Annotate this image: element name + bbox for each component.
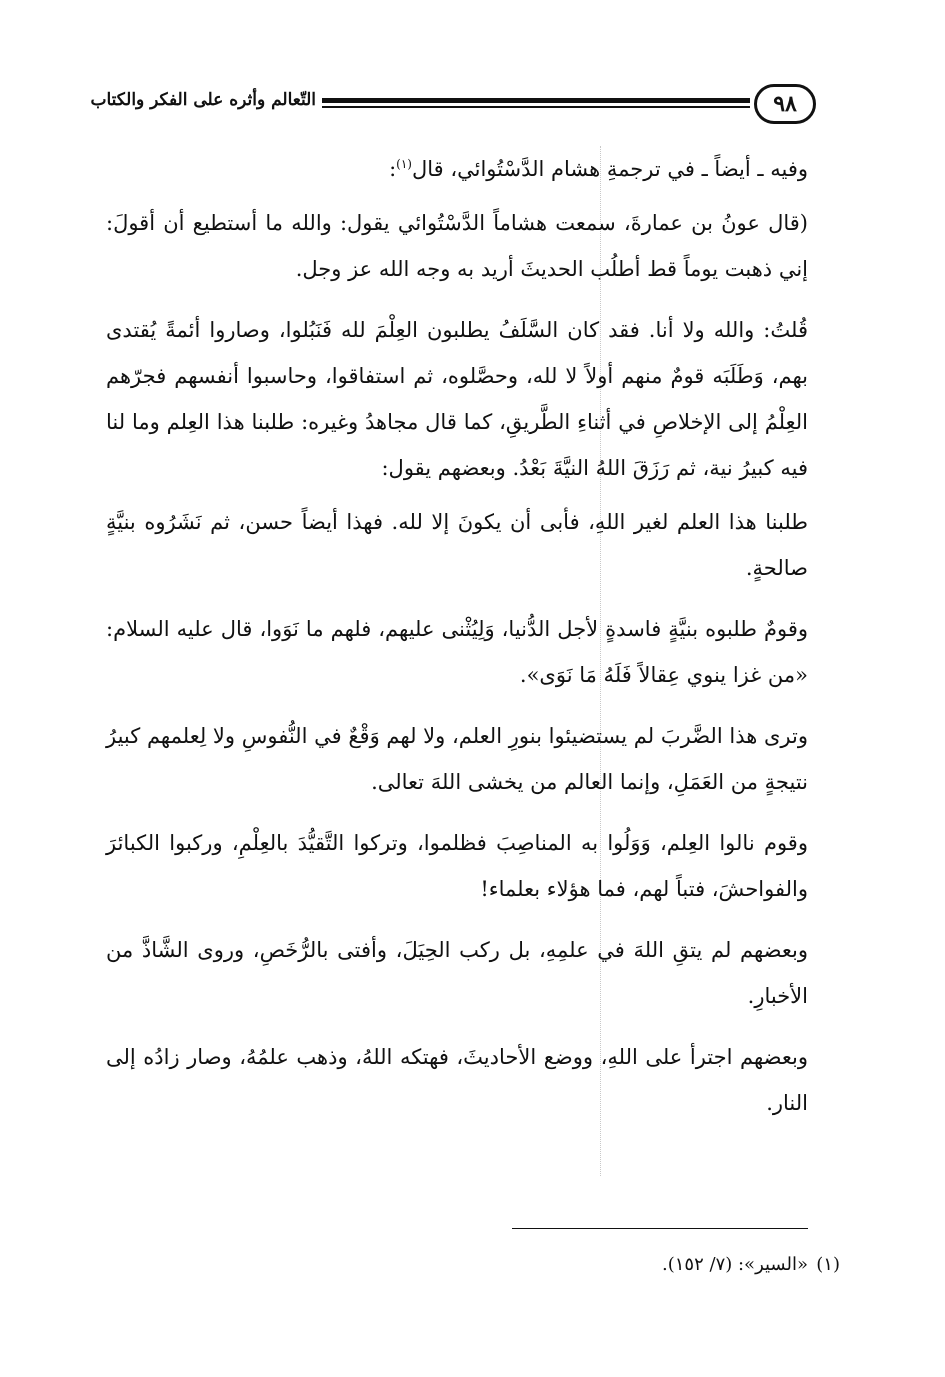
header-rule-thin <box>322 106 750 108</box>
running-title: التّعالم وأثره على الفكر والكتاب <box>90 90 316 110</box>
paragraph-6: وترى هذا الضَّربَ لم يستضيئوا بنورِ العلم، ولا لهم وَقْعٌ في النُّفوسِ ولا لِعلمهم كبيرُ نتيجةٍ من العَمَلِ، وإنما العالم من يخشى اللهَ تعالى. <box>106 724 808 794</box>
paragraph-2: (قال عونُ بن عمارةَ، سمعت هشاماً الدَّسْتُوائي يقول: والله ما أستطيع أن أقولَ: إني ذهبت يوماً قط أطلُب الحديثَ أريد به وجه الله عز وجل. <box>106 211 808 281</box>
paragraph-1-end: : <box>389 157 397 181</box>
paragraph-5: وقومٌ طلبوه بنيَّةٍ فاسدةٍ لأجل الدُّنيا، وَلِيُثْنى عليهم، فلهم ما نَوَوا، قال عليه السلام: «من غزا ينوي عِقالاً فَلَهُ مَا نَوَى». <box>106 617 808 687</box>
header-rule-thick <box>322 98 750 103</box>
paragraph-9: وبعضهم اجترأ على اللهِ، ووضع الأحاديثَ، فهتكه اللهُ، وذهب علمُهُ، وصار زادُه إلى النار. <box>106 1045 808 1115</box>
paragraph-8: وبعضهم لم يتقِ اللهَ في علمِهِ، بل ركب الحِيَلَ، وأفتى بالرُّخَصِ، وروى الشَّاذَّ من الأخبارِ. <box>106 938 808 1008</box>
paragraph-1-text: وفيه ـ أيضاً ـ في ترجمةِ هشام الدَّسْتُوائي، قال <box>411 157 808 181</box>
paragraph-7: وقوم نالوا العِلم، وَوَلُوا به المناصِبَ فظلموا، وتركوا التَّقيُّدَ بالعِلْمِ، وركبوا الكبائرَ والفواحشَ، فتباً لهم، فما هؤلاء بعلماء! <box>106 831 808 901</box>
paragraph-4: طلبنا هذا العلم لغير اللهِ، فأبى أن يكونَ إلا لله. فهذا أيضاً حسن، ثم نَشَرُوه بنيَّةٍ صالحةٍ. <box>106 510 808 580</box>
paragraph-3: قُلتُ: والله ولا أنا. فقد كان السَّلَفُ يطلبون العِلْمَ لله فَنَبُلوا، وصاروا أئمةً يُقتدى بهم، وَطَلَبَه قومٌ منهم أولاً لا لله، وحصَّلوه، ثم استفاقوا، وحاسبوا أنفسهم فجرّهم العِلْمُ إلى الإخلاصِ في أثناءِ الطَّريقِ، كما قال مجاهدُ وغيره: طلبنا هذا العِلم وما لنا فيه كبيرُ نية، ثم رَزَقَ اللهُ النيَّةَ بَعْدُ. وبعضهم يقول: <box>106 318 808 480</box>
paragraph-1 <box>106 146 808 192</box>
footnote-marker: (١) <box>816 1254 840 1275</box>
footnote-rule <box>512 1228 808 1229</box>
footnote <box>308 1250 840 1280</box>
footnote-text: «السير»: (٧/ ١٥٢). <box>662 1254 808 1275</box>
body-text <box>106 146 808 1141</box>
page-header <box>90 84 816 128</box>
page-number: ٩٨ <box>754 84 816 124</box>
header-rule <box>322 98 750 108</box>
footnote-reference: (١) <box>396 157 412 171</box>
